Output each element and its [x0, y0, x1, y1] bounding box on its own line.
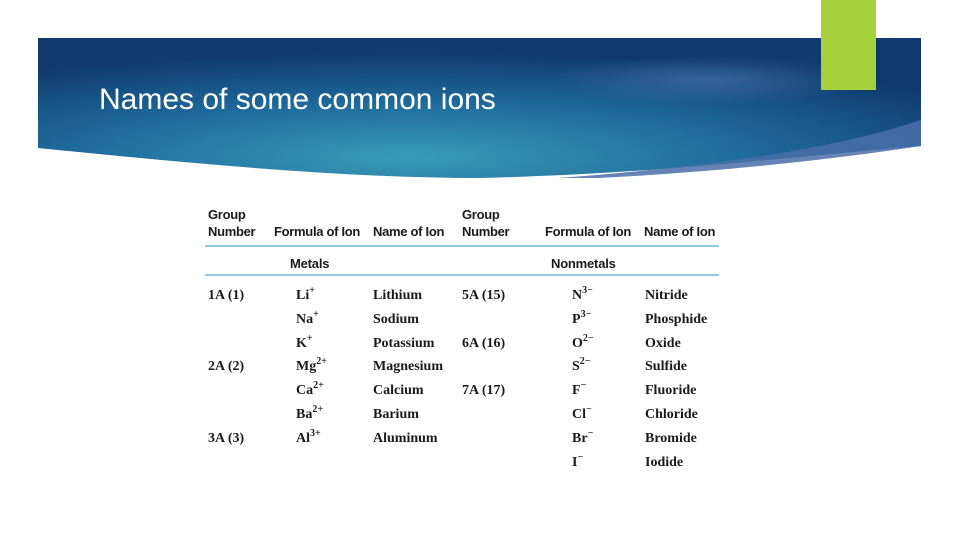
ion-symbol: K [296, 335, 307, 351]
ion-symbol: Na [296, 311, 314, 327]
ion-charge: 2+ [312, 404, 324, 415]
ion-charge: − [587, 427, 594, 439]
ion-charge: 2+ [316, 356, 327, 368]
slide-title: Names of some common ions [99, 83, 496, 116]
ion-name: Magnesium [373, 359, 443, 375]
group-cell: 2A (2) [208, 359, 245, 375]
ion-charge: 3− [580, 308, 592, 320]
ion-name: Chloride [645, 407, 698, 422]
group-cell: 5A (15) [462, 288, 506, 303]
header-formula-right: Formula of Ion [545, 224, 632, 239]
ion-formula [296, 285, 315, 304]
ion-symbol: I [572, 454, 578, 470]
accent-bar [821, 0, 876, 90]
ion-formula [572, 380, 587, 399]
ion-symbol: Br [572, 430, 588, 446]
group-cell: 3A (3) [208, 430, 245, 446]
ion-name: Calcium [373, 383, 424, 399]
header-name-left: Name of Ion [373, 224, 445, 239]
ion-symbol: Al [296, 430, 310, 446]
ion-charge: − [586, 404, 592, 415]
ion-formula [296, 380, 324, 399]
ion-formula [572, 451, 584, 471]
ion-formula [296, 356, 327, 375]
ion-symbol: P [572, 311, 581, 327]
ion-name: Aluminum [373, 430, 438, 446]
header-name-right: Name of Ion [644, 224, 716, 239]
ion-formula [572, 332, 594, 352]
ion-symbol: O [572, 335, 583, 351]
header-group-number-right: Group Number [462, 207, 510, 239]
ion-charge: + [309, 285, 315, 296]
ion-charge: 2+ [313, 380, 324, 392]
ion-charge: 3− [582, 285, 593, 296]
ion-formula [296, 404, 324, 423]
ion-charge: − [577, 451, 584, 463]
ion-name: Sodium [373, 311, 419, 327]
ion-name: Fluoride [645, 383, 697, 399]
ion-symbol: Mg [296, 359, 317, 375]
header-rule [205, 245, 719, 247]
ion-name: Iodide [645, 454, 684, 470]
ion-name: Potassium [373, 335, 435, 351]
ion-symbol: Li [296, 288, 310, 303]
ion-charge: + [306, 332, 313, 344]
ion-charge: − [580, 380, 587, 392]
ion-formula [296, 332, 313, 352]
group-cell: 6A (16) [462, 335, 506, 351]
ion-symbol: Cl [572, 407, 586, 422]
ions-table [205, 204, 719, 474]
ion-symbol: F [572, 383, 581, 399]
ion-symbol: Ba [296, 407, 313, 422]
ion-charge: 2− [579, 356, 591, 368]
ion-name: Oxide [645, 335, 681, 351]
ion-name: Sulfide [645, 359, 688, 375]
ion-formula [296, 308, 319, 328]
group-cell: 1A (1) [208, 288, 245, 303]
section-metals: Metals [290, 256, 330, 271]
ion-formula [572, 285, 593, 304]
ion-symbol: Ca [296, 383, 314, 399]
ion-name: Nitride [645, 288, 688, 303]
ion-charge: 3+ [310, 427, 321, 439]
header-formula-left: Formula of Ion [274, 224, 361, 239]
ion-symbol: N [572, 288, 583, 303]
ion-formula [572, 427, 594, 447]
ion-formula [572, 404, 592, 423]
ion-charge: 2− [582, 332, 594, 344]
ion-formula [572, 356, 591, 375]
header-group-number-left: Group Number [208, 207, 256, 239]
section-nonmetals: Nonmetals [551, 256, 616, 271]
ion-name: Bromide [645, 430, 697, 446]
ion-formula [572, 308, 592, 328]
section-rule [205, 274, 719, 276]
ion-formula [296, 427, 321, 447]
ion-charge: + [313, 308, 319, 320]
group-cell: 7A (17) [462, 383, 506, 399]
ion-name: Lithium [373, 288, 423, 303]
ion-symbol: S [572, 359, 580, 375]
ion-name: Phosphide [645, 311, 708, 327]
ion-name: Barium [373, 407, 419, 422]
